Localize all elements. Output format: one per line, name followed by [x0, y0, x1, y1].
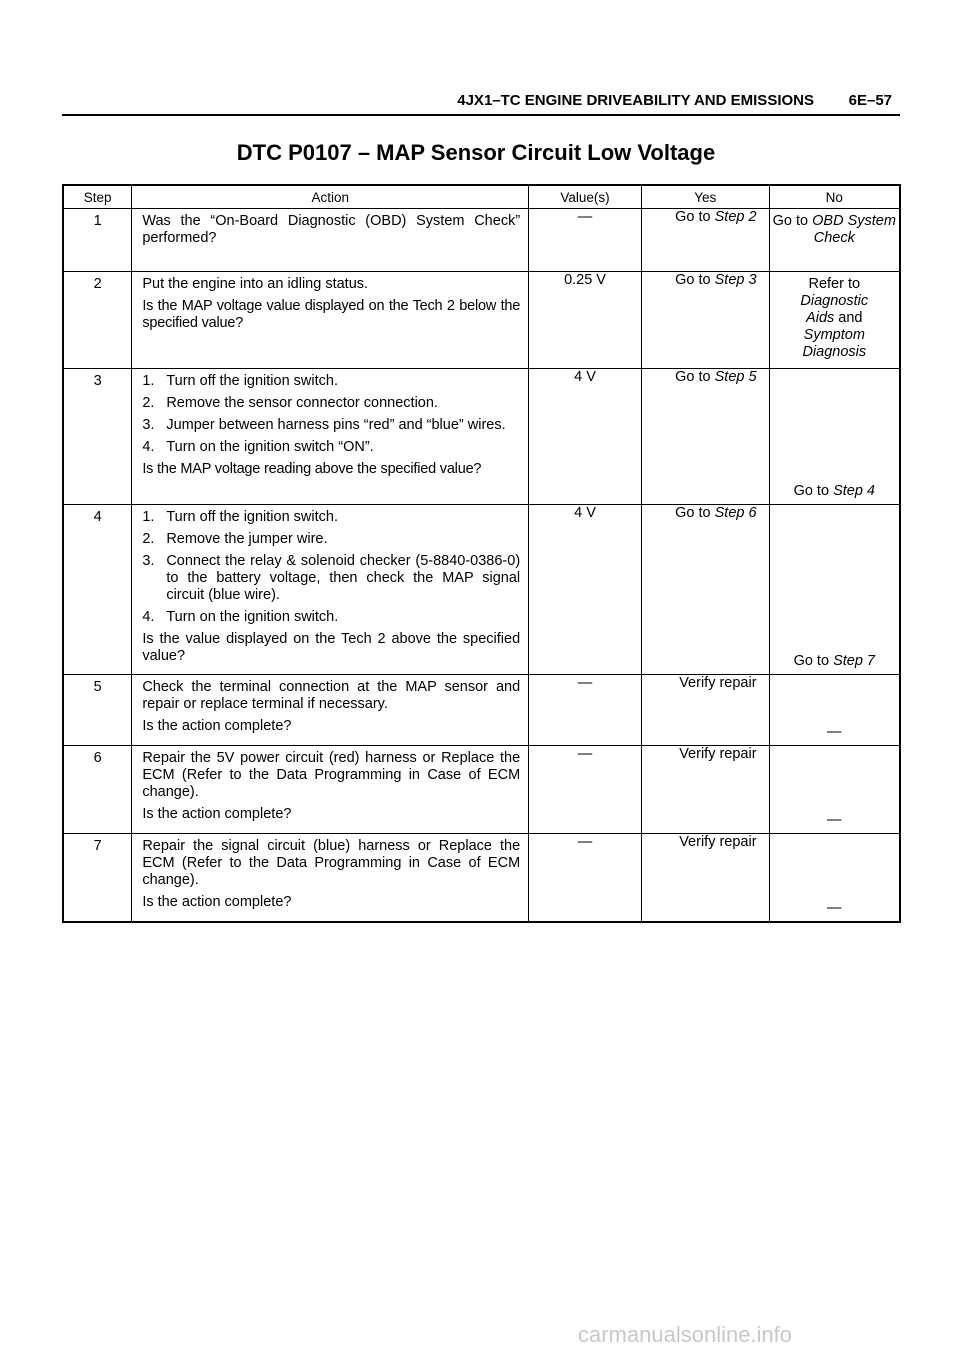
col-values: Value(s): [529, 185, 642, 209]
symptom-diagnosis-link[interactable]: Symptom Diagnosis: [802, 327, 867, 360]
no-cell: Go to Step 4: [769, 369, 900, 505]
page-number: 6E–57: [848, 92, 892, 109]
yes-cell: Go to Step 3: [641, 272, 769, 369]
table-row: [63, 505, 900, 675]
obd-check-link[interactable]: OBD System Check: [812, 213, 896, 246]
table-row: [63, 746, 900, 834]
yes-cell: Go to Step 6: [641, 505, 769, 675]
step-number: 6: [63, 746, 132, 834]
action-question: Is the action complete?: [142, 894, 292, 910]
action-cell: [132, 834, 529, 922]
step-link[interactable]: Step 3: [714, 272, 757, 288]
table-row: [63, 369, 900, 505]
step-number: 4: [63, 505, 132, 675]
value-cell: —: [529, 209, 642, 272]
value-cell: —: [529, 675, 642, 746]
col-yes: Yes: [641, 185, 769, 209]
step-link[interactable]: Step 4: [833, 483, 875, 499]
step-number: 3: [63, 369, 132, 505]
action-text: Was the “On-Board Diagnostic (OBD) System Check” performed?: [142, 213, 521, 246]
action-cell: [132, 369, 529, 505]
diagnostic-aids-link[interactable]: Diagnostic Aids: [800, 293, 869, 326]
action-text: Check the terminal connection at the MAP sensor and repair or replace terminal if necessary.: [142, 679, 521, 712]
value-cell: —: [529, 834, 642, 922]
action-question: Is the action complete?: [142, 806, 292, 822]
action-cell: [132, 746, 529, 834]
col-action: Action: [132, 185, 529, 209]
value-cell: 4 V: [529, 505, 642, 675]
no-cell: —: [769, 746, 900, 834]
step-link[interactable]: Step 7: [833, 653, 875, 669]
yes-cell: Verify repair: [641, 675, 769, 746]
table-row: [63, 272, 900, 369]
action-text: Repair the signal circuit (blue) harness or Replace the ECM (Refer to the Data Programming in Case of ECM change).: [142, 838, 521, 888]
list-item: 2. Remove the sensor connector connection.: [142, 395, 438, 411]
table-row: [63, 675, 900, 746]
action-question: Is the value displayed on the Tech 2 above the specified value?: [142, 631, 521, 664]
action-text: Put the engine into an idling status.: [142, 276, 369, 292]
diagnostic-table: [62, 184, 901, 923]
step-number: 7: [63, 834, 132, 922]
action-cell: [132, 505, 529, 675]
table-row: [63, 209, 900, 272]
list-item: 3. Jumper between harness pins “red” and “blue” wires.: [142, 417, 506, 433]
step-link[interactable]: Step 5: [714, 369, 757, 385]
no-cell: —: [769, 834, 900, 922]
value-cell: 0.25 V: [529, 272, 642, 369]
action-question: Is the action complete?: [142, 718, 292, 734]
value-cell: 4 V: [529, 369, 642, 505]
section-title: 4JX1–TC ENGINE DRIVEABILITY AND EMISSIONS: [457, 92, 814, 109]
no-cell: Go to OBD System Check: [769, 209, 900, 272]
no-cell: Go to Step 7: [769, 505, 900, 675]
step-number: 5: [63, 675, 132, 746]
list-item: 1. Turn off the ignition switch.: [142, 373, 338, 389]
col-no: No: [769, 185, 900, 209]
list-item: 4. Turn on the ignition switch.: [142, 609, 339, 625]
list-item: 4. Turn on the ignition switch “ON”.: [142, 439, 374, 455]
page-header: [62, 88, 900, 116]
yes-cell: Go to Step 2: [641, 209, 769, 272]
watermark: carmanualsonline.info: [578, 1322, 793, 1347]
action-text: Repair the 5V power circuit (red) harness or Replace the ECM (Refer to the Data Programming in Case of ECM change).: [142, 750, 521, 800]
step-number: 1: [63, 209, 132, 272]
list-item: 1. Turn off the ignition switch.: [142, 509, 338, 525]
action-cell: [132, 675, 529, 746]
action-question: Is the MAP voltage reading above the specified value?: [142, 461, 482, 477]
page-title: DTC P0107 – MAP Sensor Circuit Low Voltage: [236, 140, 716, 165]
no-cell: —: [769, 675, 900, 746]
action-cell: [132, 272, 529, 369]
table-row: [63, 834, 900, 922]
value-cell: —: [529, 746, 642, 834]
list-item: 3. Connect the relay & solenoid checker (5-8840-0386-0) to the battery voltage, then check the MAP signal circuit (blue wire).: [142, 553, 521, 603]
no-cell: Refer to Diagnostic Aids and Symptom Diagnosis: [769, 272, 900, 369]
yes-cell: Verify repair: [641, 746, 769, 834]
list-item: 2. Remove the jumper wire.: [142, 531, 328, 547]
yes-cell: Verify repair: [641, 834, 769, 922]
action-question: Is the MAP voltage value displayed on the Tech 2 below the specified value?: [142, 298, 521, 331]
step-link[interactable]: Step 2: [714, 209, 757, 225]
step-link[interactable]: Step 6: [714, 505, 757, 521]
action-cell: [132, 209, 529, 272]
step-number: 2: [63, 272, 132, 369]
table-header-row: [63, 185, 900, 209]
col-step: Step: [63, 185, 132, 209]
yes-cell: Go to Step 5: [641, 369, 769, 505]
